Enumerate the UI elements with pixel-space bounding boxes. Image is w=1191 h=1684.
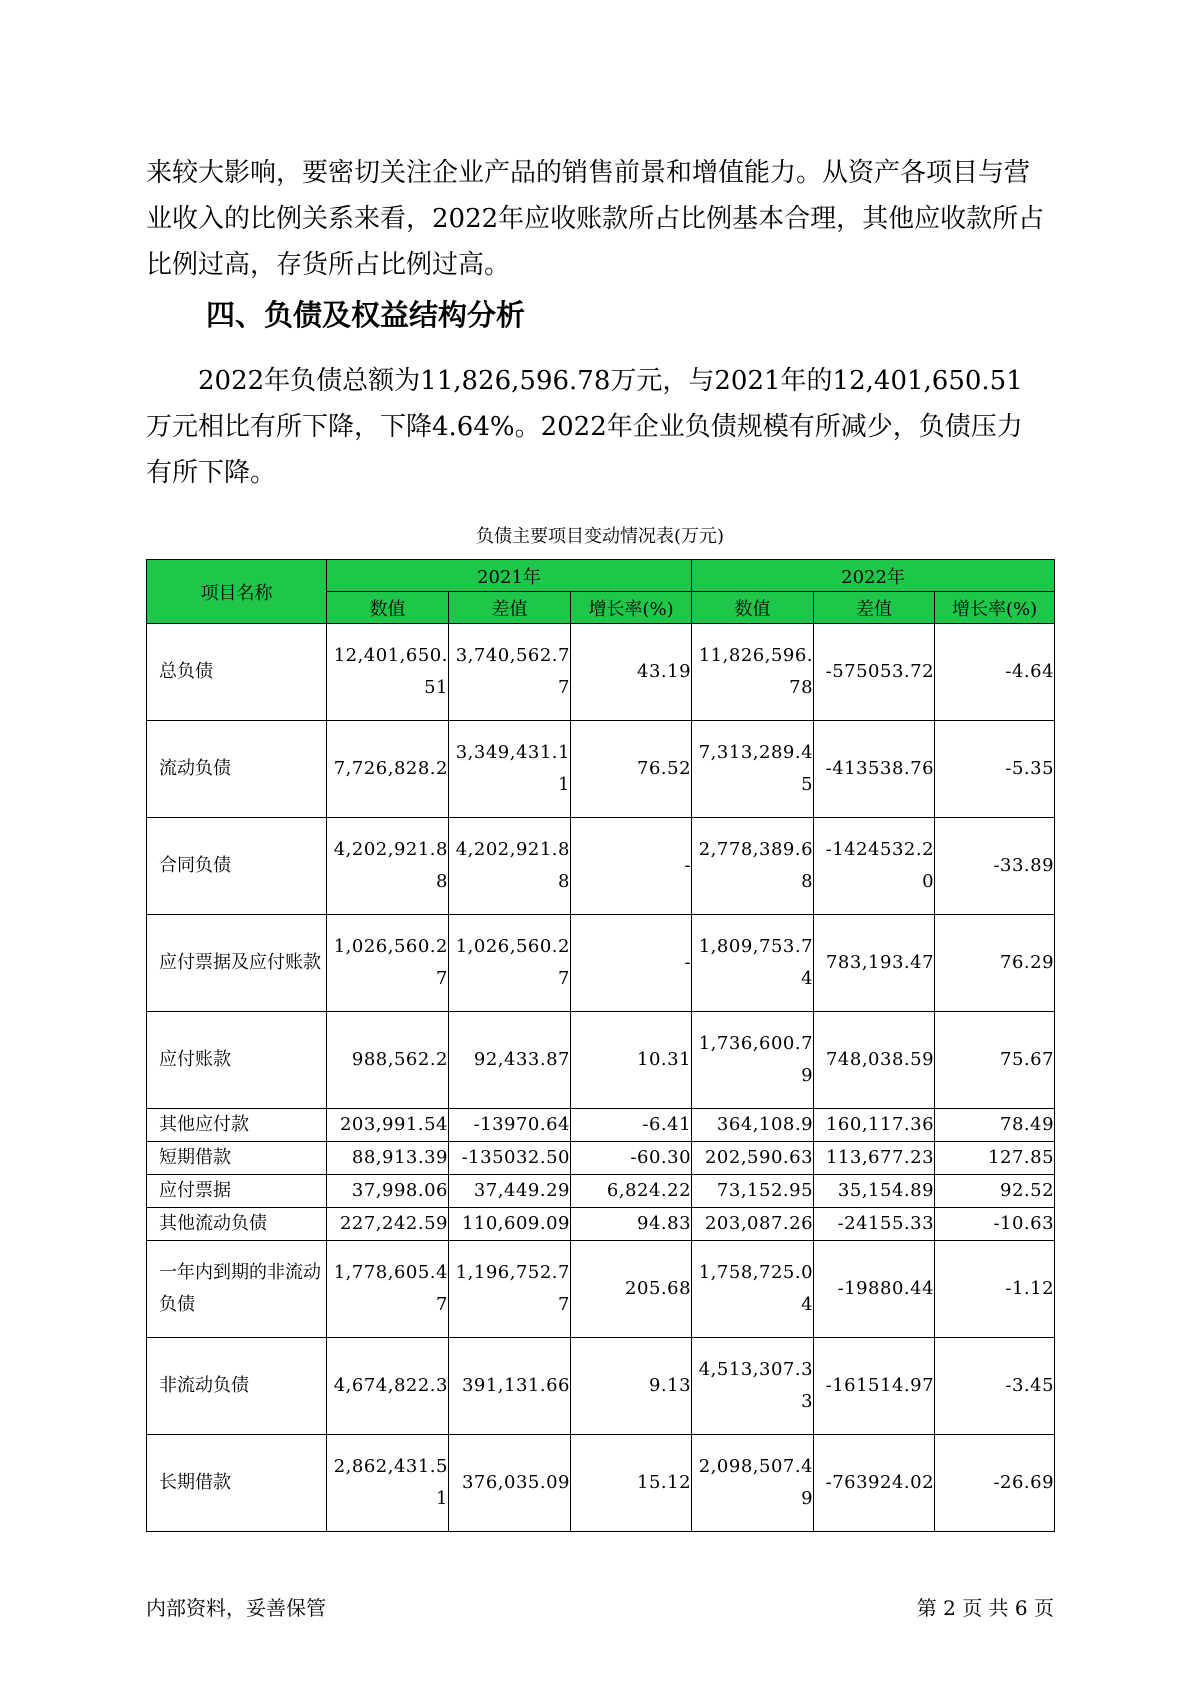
page-number: 第 2 页 共 6 页 bbox=[916, 1596, 1054, 1620]
cell-rate-2021: -6.41 bbox=[571, 1109, 692, 1142]
table-row bbox=[147, 1109, 1055, 1142]
cell-rate-2021: 9.13 bbox=[571, 1338, 692, 1435]
header-value-2021: 数值 bbox=[327, 592, 449, 624]
table-row bbox=[147, 1241, 1055, 1338]
cell-rate-2021: - bbox=[571, 818, 692, 915]
cell-rate-2022: -26.69 bbox=[935, 1435, 1055, 1532]
row-name: 其他流动负债 bbox=[147, 1208, 327, 1241]
header-diff-2021: 差值 bbox=[449, 592, 571, 624]
cell-value-2021: 88,913.39 bbox=[327, 1142, 449, 1175]
header-rate-2022: 增长率(%) bbox=[935, 592, 1055, 624]
footer-confidential-note: 内部资料，妥善保管 bbox=[146, 1596, 326, 1620]
cell-rate-2022: -5.35 bbox=[935, 721, 1055, 818]
cell-diff-2022: 35,154.89 bbox=[814, 1175, 935, 1208]
cell-value-2022: 2,098,507.49 bbox=[692, 1435, 814, 1532]
cell-rate-2022: 78.49 bbox=[935, 1109, 1055, 1142]
cell-rate-2022: -4.64 bbox=[935, 624, 1055, 721]
header-rate-2021: 增长率(%) bbox=[571, 592, 692, 624]
cell-diff-2021: 37,449.29 bbox=[449, 1175, 571, 1208]
row-name: 合同负债 bbox=[147, 818, 327, 915]
cell-value-2021: 1,026,560.27 bbox=[327, 915, 449, 1012]
row-name: 一年内到期的非流动负债 bbox=[147, 1241, 327, 1338]
cell-diff-2022: 748,038.59 bbox=[814, 1012, 935, 1109]
cell-diff-2021: 391,131.66 bbox=[449, 1338, 571, 1435]
cell-diff-2021: 4,202,921.88 bbox=[449, 818, 571, 915]
cell-value-2021: 4,202,921.88 bbox=[327, 818, 449, 915]
cell-value-2022: 1,758,725.04 bbox=[692, 1241, 814, 1338]
header-year-2022: 2022年 bbox=[692, 560, 1055, 592]
cell-value-2022: 1,809,753.74 bbox=[692, 915, 814, 1012]
row-name: 短期借款 bbox=[147, 1142, 327, 1175]
cell-rate-2021: 76.52 bbox=[571, 721, 692, 818]
table-row bbox=[147, 818, 1055, 915]
cell-rate-2022: -33.89 bbox=[935, 818, 1055, 915]
row-name: 非流动负债 bbox=[147, 1338, 327, 1435]
table-row bbox=[147, 1142, 1055, 1175]
cell-diff-2022: 783,193.47 bbox=[814, 915, 935, 1012]
cell-rate-2022: 127.85 bbox=[935, 1142, 1055, 1175]
table-row bbox=[147, 1208, 1055, 1241]
cell-value-2021: 2,862,431.51 bbox=[327, 1435, 449, 1532]
table-row bbox=[147, 915, 1055, 1012]
section-heading: 四、负债及权益结构分析 bbox=[206, 298, 526, 332]
cell-rate-2021: 205.68 bbox=[571, 1241, 692, 1338]
cell-diff-2021: 3,349,431.11 bbox=[449, 721, 571, 818]
cell-diff-2021: 3,740,562.77 bbox=[449, 624, 571, 721]
cell-rate-2022: 92.52 bbox=[935, 1175, 1055, 1208]
cell-value-2022: 1,736,600.79 bbox=[692, 1012, 814, 1109]
cell-rate-2021: 43.19 bbox=[571, 624, 692, 721]
cell-value-2021: 37,998.06 bbox=[327, 1175, 449, 1208]
row-name: 应付账款 bbox=[147, 1012, 327, 1109]
cell-rate-2021: 10.31 bbox=[571, 1012, 692, 1109]
table-row bbox=[147, 721, 1055, 818]
row-name: 其他应付款 bbox=[147, 1109, 327, 1142]
cell-diff-2022: -19880.44 bbox=[814, 1241, 935, 1338]
cell-diff-2021: 92,433.87 bbox=[449, 1012, 571, 1109]
cell-rate-2022: 75.67 bbox=[935, 1012, 1055, 1109]
cell-value-2022: 203,087.26 bbox=[692, 1208, 814, 1241]
header-item-name: 项目名称 bbox=[147, 560, 327, 624]
cell-rate-2022: -1.12 bbox=[935, 1241, 1055, 1338]
cell-diff-2022: 113,677.23 bbox=[814, 1142, 935, 1175]
cell-value-2022: 4,513,307.33 bbox=[692, 1338, 814, 1435]
header-year-2021: 2021年 bbox=[327, 560, 692, 592]
liabilities-table bbox=[146, 559, 1055, 1532]
cell-diff-2021: -13970.64 bbox=[449, 1109, 571, 1142]
row-name: 应付票据 bbox=[147, 1175, 327, 1208]
body-paragraph-1: 来较大影响，要密切关注企业产品的销售前景和增值能力。从资产各项目与营业收入的比例关系来看，2022年应收账款所占比例基本合理，其他应收款所占比例过高，存货所占比例过高。 bbox=[146, 158, 1045, 280]
cell-value-2021: 12,401,650.51 bbox=[327, 624, 449, 721]
cell-diff-2022: -1424532.20 bbox=[814, 818, 935, 915]
cell-rate-2021: - bbox=[571, 915, 692, 1012]
table-row bbox=[147, 1175, 1055, 1208]
cell-diff-2022: -413538.76 bbox=[814, 721, 935, 818]
row-name: 流动负债 bbox=[147, 721, 327, 818]
cell-value-2021: 1,778,605.47 bbox=[327, 1241, 449, 1338]
cell-diff-2021: 376,035.09 bbox=[449, 1435, 571, 1532]
cell-diff-2021: 1,196,752.77 bbox=[449, 1241, 571, 1338]
cell-rate-2021: -60.30 bbox=[571, 1142, 692, 1175]
cell-value-2021: 4,674,822.3 bbox=[327, 1338, 449, 1435]
cell-value-2021: 7,726,828.2 bbox=[327, 721, 449, 818]
cell-diff-2021: -135032.50 bbox=[449, 1142, 571, 1175]
header-diff-2022: 差值 bbox=[814, 592, 935, 624]
row-name: 总负债 bbox=[147, 624, 327, 721]
cell-value-2022: 7,313,289.45 bbox=[692, 721, 814, 818]
cell-value-2021: 203,991.54 bbox=[327, 1109, 449, 1142]
cell-diff-2022: 160,117.36 bbox=[814, 1109, 935, 1142]
cell-rate-2021: 6,824.22 bbox=[571, 1175, 692, 1208]
table-row bbox=[147, 1338, 1055, 1435]
cell-rate-2021: 15.12 bbox=[571, 1435, 692, 1532]
cell-diff-2022: -24155.33 bbox=[814, 1208, 935, 1241]
cell-value-2022: 11,826,596.78 bbox=[692, 624, 814, 721]
cell-rate-2022: -3.45 bbox=[935, 1338, 1055, 1435]
cell-diff-2022: -575053.72 bbox=[814, 624, 935, 721]
body-paragraph-2: 2022年负债总额为11,826,596.78万元，与2021年的12,401,650.51万元相比有所下降，下降4.64%。2022年企业负债规模有所减少，负债压力有所下降。 bbox=[146, 366, 1023, 488]
cell-rate-2022: 76.29 bbox=[935, 915, 1055, 1012]
cell-diff-2021: 1,026,560.27 bbox=[449, 915, 571, 1012]
cell-value-2021: 988,562.2 bbox=[327, 1012, 449, 1109]
cell-value-2022: 73,152.95 bbox=[692, 1175, 814, 1208]
cell-diff-2022: -763924.02 bbox=[814, 1435, 935, 1532]
cell-diff-2022: -161514.97 bbox=[814, 1338, 935, 1435]
row-name: 长期借款 bbox=[147, 1435, 327, 1532]
table-caption: 负债主要项目变动情况表(万元) bbox=[475, 526, 725, 547]
cell-rate-2022: -10.63 bbox=[935, 1208, 1055, 1241]
table-row bbox=[147, 1012, 1055, 1109]
table-row bbox=[147, 624, 1055, 721]
cell-diff-2021: 110,609.09 bbox=[449, 1208, 571, 1241]
cell-rate-2021: 94.83 bbox=[571, 1208, 692, 1241]
header-value-2022: 数值 bbox=[692, 592, 814, 624]
cell-value-2021: 227,242.59 bbox=[327, 1208, 449, 1241]
cell-value-2022: 202,590.63 bbox=[692, 1142, 814, 1175]
table-row bbox=[147, 1435, 1055, 1532]
row-name: 应付票据及应付账款 bbox=[147, 915, 327, 1012]
cell-value-2022: 2,778,389.68 bbox=[692, 818, 814, 915]
cell-value-2022: 364,108.9 bbox=[692, 1109, 814, 1142]
